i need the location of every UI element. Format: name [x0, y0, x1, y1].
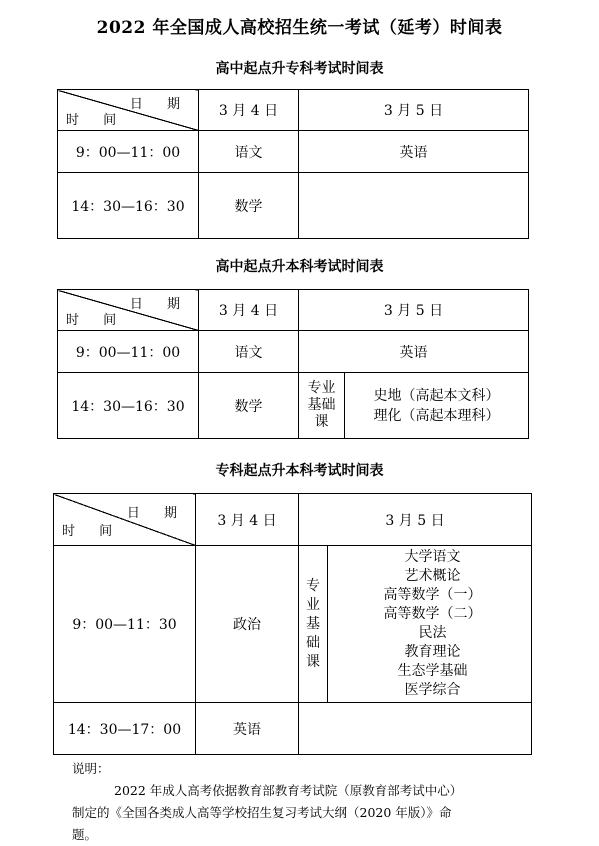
subject-cell: 英语: [299, 131, 529, 173]
subject-item: 医学综合: [404, 682, 461, 698]
subject-cell: 语文: [199, 331, 299, 373]
notes-text-line: 2022 年成人高考依据教育部教育考试院（原教育部考试中心）: [114, 783, 463, 798]
notes-heading: 说明：: [72, 761, 110, 776]
subject-cell: 英语: [196, 703, 299, 755]
date-header: 3 月 4 日: [199, 90, 299, 131]
subject-item: 艺术概论: [404, 568, 461, 584]
subject-item: 大学语文: [404, 549, 461, 565]
subject-item: 高等数学（一）: [383, 587, 482, 603]
time-cell: 14：30—16：30: [58, 373, 199, 439]
table3-subtitle: 专科起点升本科考试时间表: [215, 463, 384, 479]
schedule-table-3: [53, 493, 532, 755]
subject-list-cell: [328, 546, 532, 703]
notes-text-line: 制定的《全国各类成人高等学校招生复习考试大纲（2020 年版）》命: [72, 805, 452, 820]
time-cell: 9：00—11：00: [58, 131, 199, 173]
subject-item: 理化（高起本理科）: [373, 407, 500, 424]
table1-subtitle: 高中起点升专科考试时间表: [215, 61, 384, 77]
subject-cell: 政治: [196, 546, 299, 703]
date-header: 3 月 4 日: [196, 494, 299, 546]
subject-cell: [299, 703, 532, 755]
date-label: 日 期: [126, 506, 187, 521]
subject-item: 教育理论: [404, 644, 461, 660]
date-label: 日 期: [129, 97, 190, 112]
date-header: 3 月 5 日: [299, 290, 529, 331]
category-cell: [299, 373, 345, 439]
category-label: 专业基础课: [307, 380, 336, 430]
subject-item: 生态学基础: [397, 663, 468, 679]
subject-item: 史地（高起本文科）: [373, 387, 500, 404]
page-title: 2022 年全国成人高校招生统一考试（延考）时间表: [96, 18, 503, 38]
header-diagonal-cell: [58, 290, 199, 331]
time-cell: 9：00—11：30: [54, 546, 196, 703]
header-diagonal-cell: [58, 90, 199, 131]
category-cell: [299, 546, 328, 703]
date-label: 日 期: [129, 297, 190, 312]
time-label: 时 间: [66, 113, 127, 128]
category-label: 专业基础课: [306, 577, 320, 670]
table2-subtitle: 高中起点升本科考试时间表: [215, 259, 384, 275]
subject-cell: 语文: [199, 131, 299, 173]
subject-cell: 英语: [299, 331, 529, 373]
subject-cell: 数学: [199, 173, 299, 239]
date-header: 3 月 5 日: [299, 90, 529, 131]
subject-item: 高等数学（二）: [383, 606, 482, 622]
time-cell: 9：00—11：00: [58, 331, 199, 373]
subject-cell: 数学: [199, 373, 299, 439]
date-header: 3 月 5 日: [299, 494, 532, 546]
time-label: 时 间: [62, 524, 123, 539]
subject-list-cell: [345, 373, 529, 439]
time-cell: 14：30—17：00: [54, 703, 196, 755]
notes-text-line: 题。: [72, 827, 98, 842]
notes-section: [72, 758, 542, 846]
schedule-table-2: [57, 289, 529, 439]
schedule-table-1: [57, 89, 529, 239]
header-diagonal-cell: [54, 494, 196, 546]
time-label: 时 间: [66, 313, 127, 328]
date-header: 3 月 4 日: [199, 290, 299, 331]
subject-cell: [299, 173, 529, 239]
time-cell: 14：30—16：30: [58, 173, 199, 239]
subject-item: 民法: [418, 625, 447, 641]
